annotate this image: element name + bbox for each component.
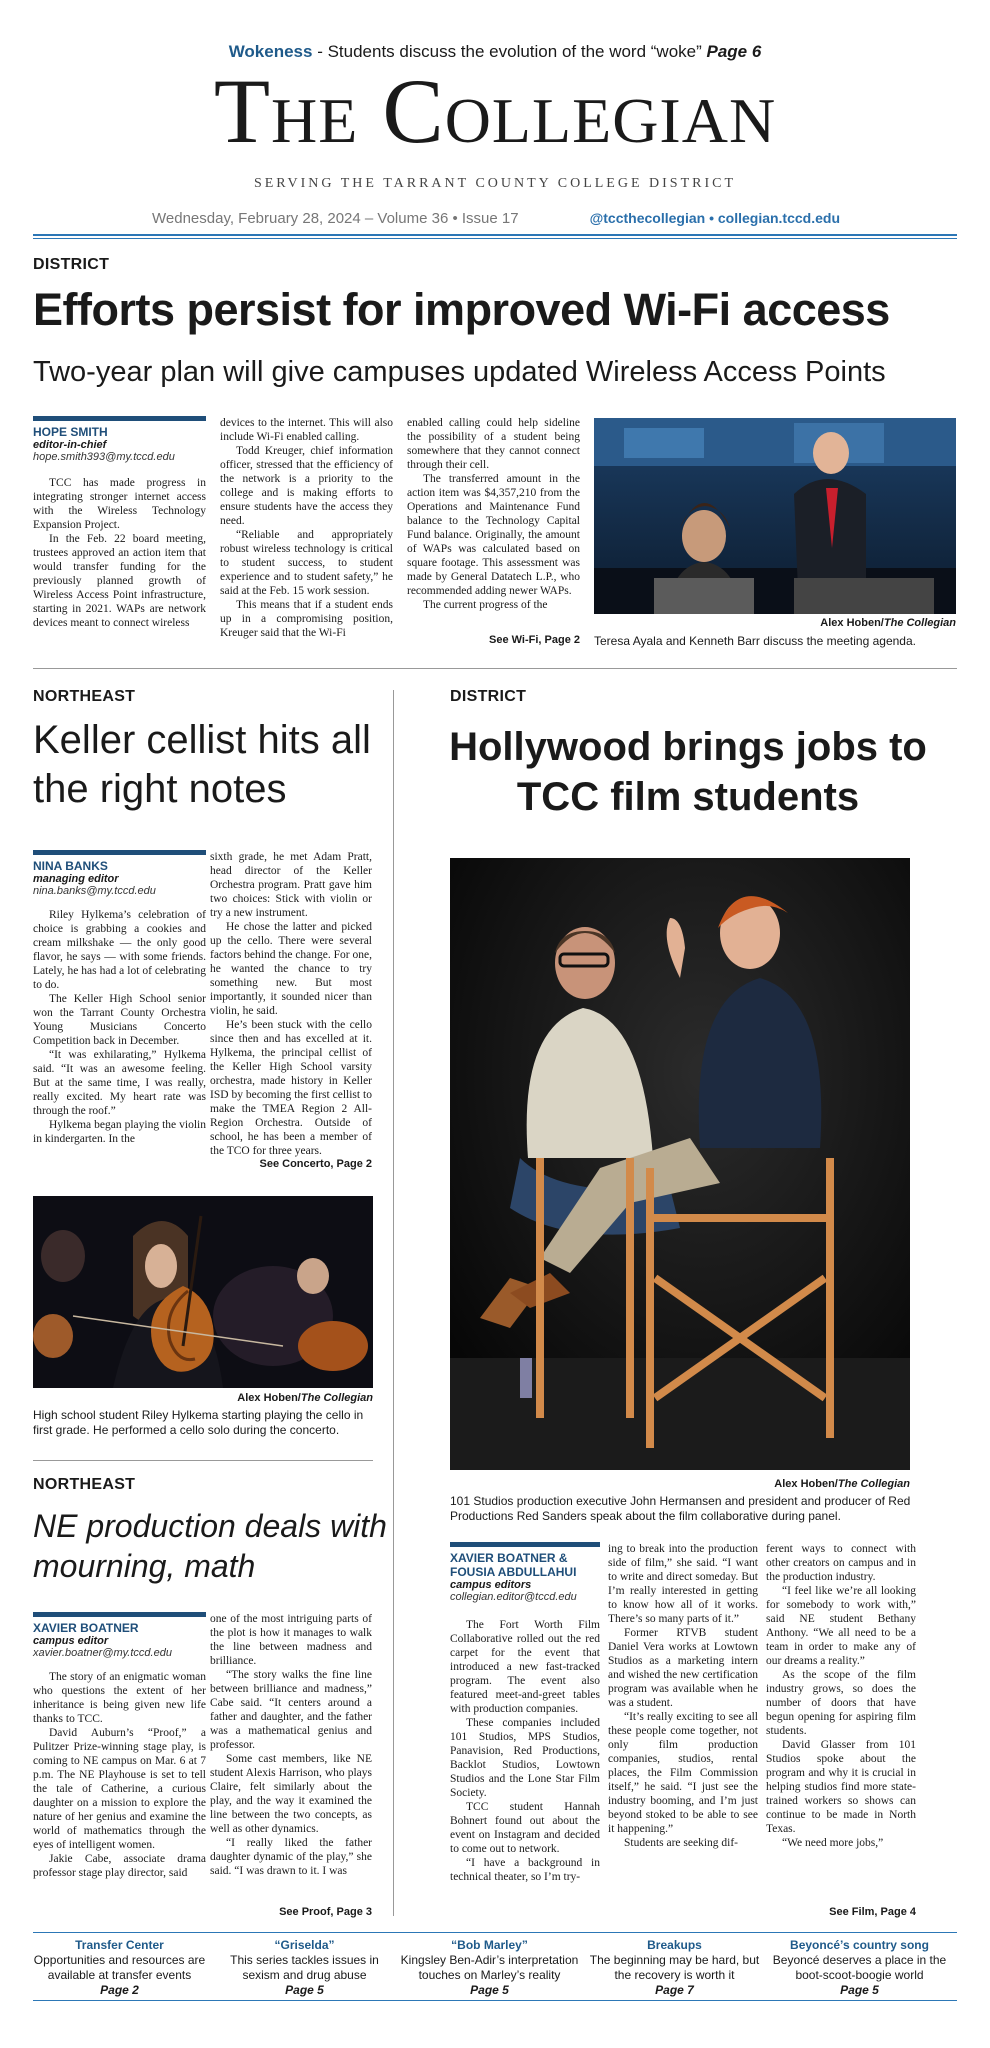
credit-name: Alex Hoben/ — [237, 1392, 301, 1404]
paragraph: “It’s really exciting to see all these people come together, not only film production companies, studios, rental places, the Film Commission itself,” he said. “I just see the industry booming, and I’m just beyond stoked to be able to see it happening.” — [608, 1711, 758, 1835]
lead-subhead: Two-year plan will give campuses updated Wireless Access Points — [33, 356, 886, 388]
cellist-photo-caption: High school student Riley Hylkema starting playing the cello in first grade. He performed a cello solo during the concerto. — [33, 1408, 364, 1437]
paragraph: TCC has made progress in integrating stronger internet access with the Wireless Technology Expansion Project. — [33, 477, 206, 531]
cellist-column-1 — [33, 908, 206, 1146]
paragraph: Former RTVB student Daniel Vera works at Lowtown Studios as a marketing intern and wished the new certification program was available when he was a student. — [608, 1627, 758, 1709]
paragraph: Some cast members, like NE student Alexis Harrison, who plays Claire, felt similarly about the play, and the way it examined the line between the two concepts, as well as other dynamics. — [210, 1753, 372, 1835]
paragraph: In the Feb. 22 board meeting, trustees approved an action item that would transfer funding for the previously planned growth of Wireless Access Point infrastructure, starting in 2021. WAPs are network devices meant to connect wireless — [33, 533, 206, 629]
paragraph: He’s been stuck with the cello since then and has excelled at it. Hylkema, the principal cellist of the Keller High School varsity orchestra, made history in Keller ISD by becoming the first cellist to make the TMEA Region 2 All-Region Orchestra. Outside of school, he has been a member of the TCO for three years. — [210, 1019, 372, 1157]
byline-role: campus editors — [450, 1579, 532, 1591]
lead-column-2 — [220, 416, 393, 640]
proof-column-2 — [210, 1612, 372, 1878]
film-column-1 — [450, 1618, 600, 1884]
section-divider — [33, 1460, 373, 1461]
film-photo-caption: 101 Studios production executive John Hermansen and president and producer of Red Productions Red Sanders speak about the film collaborative during panel. — [450, 1494, 911, 1523]
film-column-2 — [608, 1542, 758, 1850]
section-label-film: DISTRICT — [450, 688, 527, 705]
paragraph: “We need more jobs,” — [782, 1837, 884, 1849]
paragraph: As the scope of the film industry grows, so does the number of doors that have begun opening for aspiring film students. — [766, 1669, 916, 1737]
jump-wifi[interactable]: See Wi-Fi, Page 2 — [489, 634, 580, 646]
lead-photo-caption: Teresa Ayala and Kenneth Barr discuss the meeting agenda. — [594, 634, 916, 648]
footer-teaser-page: Page 7 — [655, 1983, 694, 1997]
credit-publication: The Collegian — [300, 1392, 373, 1404]
nameplate-text: The Collegian — [213, 60, 777, 162]
orchestra-photo — [33, 1196, 373, 1388]
cellist-headline[interactable]: Keller cellist hits all the right notes — [33, 718, 371, 811]
lead-column-3 — [407, 416, 580, 612]
film-photo-credit — [450, 1478, 910, 1490]
footer-teaser-5[interactable] — [767, 1938, 952, 1998]
teaser-page: Page 6 — [706, 42, 762, 61]
proof-headline[interactable]: NE production deals with mourning, math — [33, 1508, 387, 1584]
paragraph: sixth grade, he met Adam Pratt, head director of the Keller Orchestra program. Pratt gave him two choices: Stick with violin or try a new instrument. — [210, 851, 372, 919]
jump-concerto[interactable]: See Concerto, Page 2 — [259, 1158, 372, 1170]
film-column-3 — [766, 1542, 916, 1850]
paragraph: These companies included 101 Studios, MPS Studios, Panavision, Red Productions, Backlot Studios, Lowtown Studios and the Lone Star Film Society. — [450, 1717, 600, 1799]
paragraph: “I have a background in technical theater, so I’m try- — [450, 1857, 600, 1883]
paragraph: Hylkema began playing the violin in kindergarten. In the — [33, 1119, 206, 1145]
film-photo — [450, 858, 910, 1470]
lead-headline[interactable]: Efforts persist for improved Wi-Fi access — [33, 284, 890, 335]
paragraph: David Glasser from 101 Studios spoke about the program and why it is crucial in helping studios find more state-trained workers so shows can continue to be made in North Texas. — [766, 1739, 916, 1835]
byline-role: editor-in-chief — [33, 439, 107, 451]
footer-teaser-3[interactable] — [397, 1938, 582, 1998]
byline-name: NINA BANKS — [33, 859, 108, 873]
film-headline[interactable]: Hollywood brings jobs to TCC film students — [449, 725, 927, 819]
paragraph: ing to break into the production side of film,” she said. “I want to write and direct someday. But I’m really interested in getting to know how all of it works. There’s so many parts of it.” — [608, 1543, 758, 1625]
social-web-links[interactable]: @tccthecollegian • collegian.tccd.edu — [589, 210, 840, 226]
paragraph: ferent ways to connect with other creators on campus and in the production industry. — [766, 1543, 916, 1583]
footer-teaser-page: Page 5 — [285, 1983, 324, 1997]
paragraph: The Keller High School senior won the Tarrant County Orchestra Young Musicians Concerto Competition back in December. — [33, 993, 206, 1047]
byline-bar — [450, 1542, 600, 1547]
footer-teaser-text: Opportunities and resources are available at transfer events — [33, 1953, 206, 1982]
paragraph: “The story walks the fine line between brilliance and madness,” Cabe said. “It centers around a father and daughter, and the father was a mathematical genius and professor. — [210, 1669, 372, 1751]
paragraph: David Auburn’s “Proof,” a Pulitzer Prize-winning stage play, is coming to NE campus on Mar. 6 at 7 p.m. The NE Playhouse is set to tell the tale of Catherine, a curious daughter on a mission to explore the nature of her genius and examine the world of mathematics through the eyes of intelligent women. — [33, 1727, 206, 1851]
section-label-cellist: NORTHEAST — [33, 688, 136, 705]
proof-column-1 — [33, 1670, 206, 1880]
credit-name: Alex Hoben/ — [774, 1478, 838, 1490]
footer-teaser-title: “Griselda” — [274, 1938, 335, 1952]
board-meeting-photo — [594, 418, 956, 614]
footer-teaser-4[interactable] — [582, 1938, 767, 1998]
film-byline — [450, 1542, 600, 1603]
footer-teaser-text: Kingsley Ben-Adir’s interpretation touches on Marley’s reality — [400, 1953, 579, 1982]
byline-email[interactable]: hope.smith393@my.tccd.edu — [33, 451, 175, 463]
paragraph: devices to the internet. This will also include Wi-Fi enabled calling. — [220, 417, 393, 443]
byline-name: XAVIER BOATNER & FOUSIA ABDULLAHUI — [450, 1551, 577, 1579]
cellist-photo-credit — [33, 1392, 373, 1404]
film-panel-photo — [450, 858, 910, 1470]
cellist-byline — [33, 850, 206, 897]
paragraph: Todd Kreuger, chief information officer, stressed that the efficiency of the network is a priority to the college and is making efforts to ensure students have the access they need. — [220, 445, 393, 527]
paragraph: TCC student Hannah Bohnert found out about the event on Instagram and decided to come out to network. — [450, 1801, 600, 1855]
lead-byline — [33, 416, 206, 463]
section-label-proof: NORTHEAST — [33, 1476, 136, 1493]
masthead-rule — [33, 234, 957, 236]
newspaper-nameplate — [0, 60, 990, 163]
paragraph: “I feel like we’re all looking for somebody to work with,” said NE student Bethany Anthony. “We all need to be a team in order to make any of our dreams a reality.” — [766, 1585, 916, 1667]
paragraph: The story of an enigmatic woman who questions the extent of her inheritance is being given new life thanks to TCC. — [33, 1671, 206, 1725]
masthead-rule-thin — [33, 238, 957, 239]
footer-teaser-page: Page 2 — [100, 1983, 139, 1997]
footer-rule-bottom — [33, 2000, 957, 2001]
byline-email[interactable]: nina.banks@my.tccd.edu — [33, 885, 156, 897]
footer-teaser-title: Beyoncé’s country song — [790, 1938, 929, 1952]
footer-teaser-2[interactable] — [212, 1938, 397, 1998]
column-divider — [393, 690, 394, 1916]
teaser-text: - Students discuss the evolution of the word “woke” — [312, 42, 707, 61]
paragraph: Riley Hylkema’s celebration of choice is grabbing a cookies and cream milkshake — the only good flavor, he says — with some friends. Lately, he has had a lot of celebrating to do. — [33, 909, 206, 991]
paragraph: “It was exhilarating,” Hylkema said. “It was an awesome feeling. But at the same time, I was really, really excited. My heart rate was through the roof.” — [33, 1049, 206, 1117]
byline-bar — [33, 850, 206, 855]
footer-teaser-title: Transfer Center — [75, 1938, 164, 1952]
paragraph: He chose the latter and picked up the cello. There were several factors behind the change. For one, he wanted the chance to try something new. But most importantly, it sounded nicer than violin, he said. — [210, 921, 372, 1017]
credit-publication: The Collegian — [837, 1478, 910, 1490]
footer-teaser-title: Breakups — [647, 1938, 702, 1952]
cellist-column-2 — [210, 850, 372, 1158]
credit-publication: The Collegian — [883, 617, 956, 629]
byline-bar — [33, 1612, 206, 1617]
dateline: Wednesday, February 28, 2024 – Volume 36 • Issue 17 — [152, 210, 519, 227]
footer-rule-top — [33, 1932, 957, 1933]
jump-proof[interactable]: See Proof, Page 3 — [279, 1906, 372, 1918]
paragraph: one of the most intriguing parts of the plot is how it manages to walk the line between madness and brilliance. — [210, 1613, 372, 1667]
paragraph: Students are seeking dif- — [624, 1837, 739, 1849]
teaser-keyword: Wokeness — [228, 42, 313, 61]
lead-column-1 — [33, 476, 206, 630]
footer-teaser-text: Beyoncé deserves a place in the boot-scoot-boogie world — [772, 1953, 947, 1982]
tagline: SERVING THE TARRANT COUNTY COLLEGE DISTRICT — [253, 176, 737, 191]
byline-name: HOPE SMITH — [33, 425, 108, 439]
lead-photo-credit — [594, 617, 956, 629]
teaser-line[interactable] — [0, 42, 990, 62]
footer-teaser-title: “Bob Marley” — [451, 1938, 528, 1952]
byline-role: managing editor — [33, 873, 119, 885]
paragraph: This means that if a student ends up in a compromising position, Kreuger said that the Wi-Fi — [220, 599, 393, 639]
paragraph: The current progress of the — [423, 599, 548, 611]
lead-photo — [594, 418, 956, 614]
paragraph: “Reliable and appropriately robust wireless technology is critical to student success, to student experience and to student safety,” he said at the Feb. 15 work session. — [220, 529, 393, 597]
section-divider — [33, 668, 957, 669]
byline-email[interactable]: xavier.boatner@my.tccd.edu — [33, 1647, 172, 1659]
byline-bar — [33, 416, 206, 421]
footer-teaser-page: Page 5 — [470, 1983, 509, 1997]
byline-name: XAVIER BOATNER — [33, 1621, 139, 1635]
proof-byline — [33, 1612, 206, 1659]
paragraph: Jakie Cabe, associate drama professor stage play director, said — [33, 1853, 206, 1879]
footer-teaser-text: The beginning may be hard, but the recovery is worth it — [589, 1953, 760, 1982]
paragraph: The transferred amount in the action item was $4,357,210 from the Operations and Maintenance Fund balance to the Technology Capital Fund balance. Originally, the amount of WAPs was calculated based on square footage. This assessment was made by General Datatech L.P., who recommended adding newer WAPs. — [407, 473, 580, 597]
footer-teaser-text: This series tackles issues in sexism and drug abuse — [230, 1953, 379, 1982]
paragraph: enabled calling could help sideline the possibility of a student being somewhere that they cannot connect through their cell. — [407, 417, 580, 471]
byline-role: campus editor — [33, 1635, 109, 1647]
paragraph: The Fort Worth Film Collaborative rolled out the red carpet for the event that introduced a new fast-tracked program. The event also featured meet-and-greet tables with production companies. — [450, 1619, 600, 1715]
credit-name: Alex Hoben/ — [820, 617, 884, 629]
footer-teaser-1[interactable] — [27, 1938, 212, 1998]
paragraph: “I really liked the father daughter dynamic of the play,” she said. “I was drawn to it. I was — [210, 1837, 372, 1877]
jump-film[interactable]: See Film, Page 4 — [829, 1906, 916, 1918]
byline-email[interactable]: collegian.editor@tccd.edu — [450, 1591, 577, 1603]
cellist-photo — [33, 1196, 373, 1388]
footer-teaser-page: Page 5 — [840, 1983, 879, 1997]
section-label-lead: DISTRICT — [33, 256, 110, 273]
